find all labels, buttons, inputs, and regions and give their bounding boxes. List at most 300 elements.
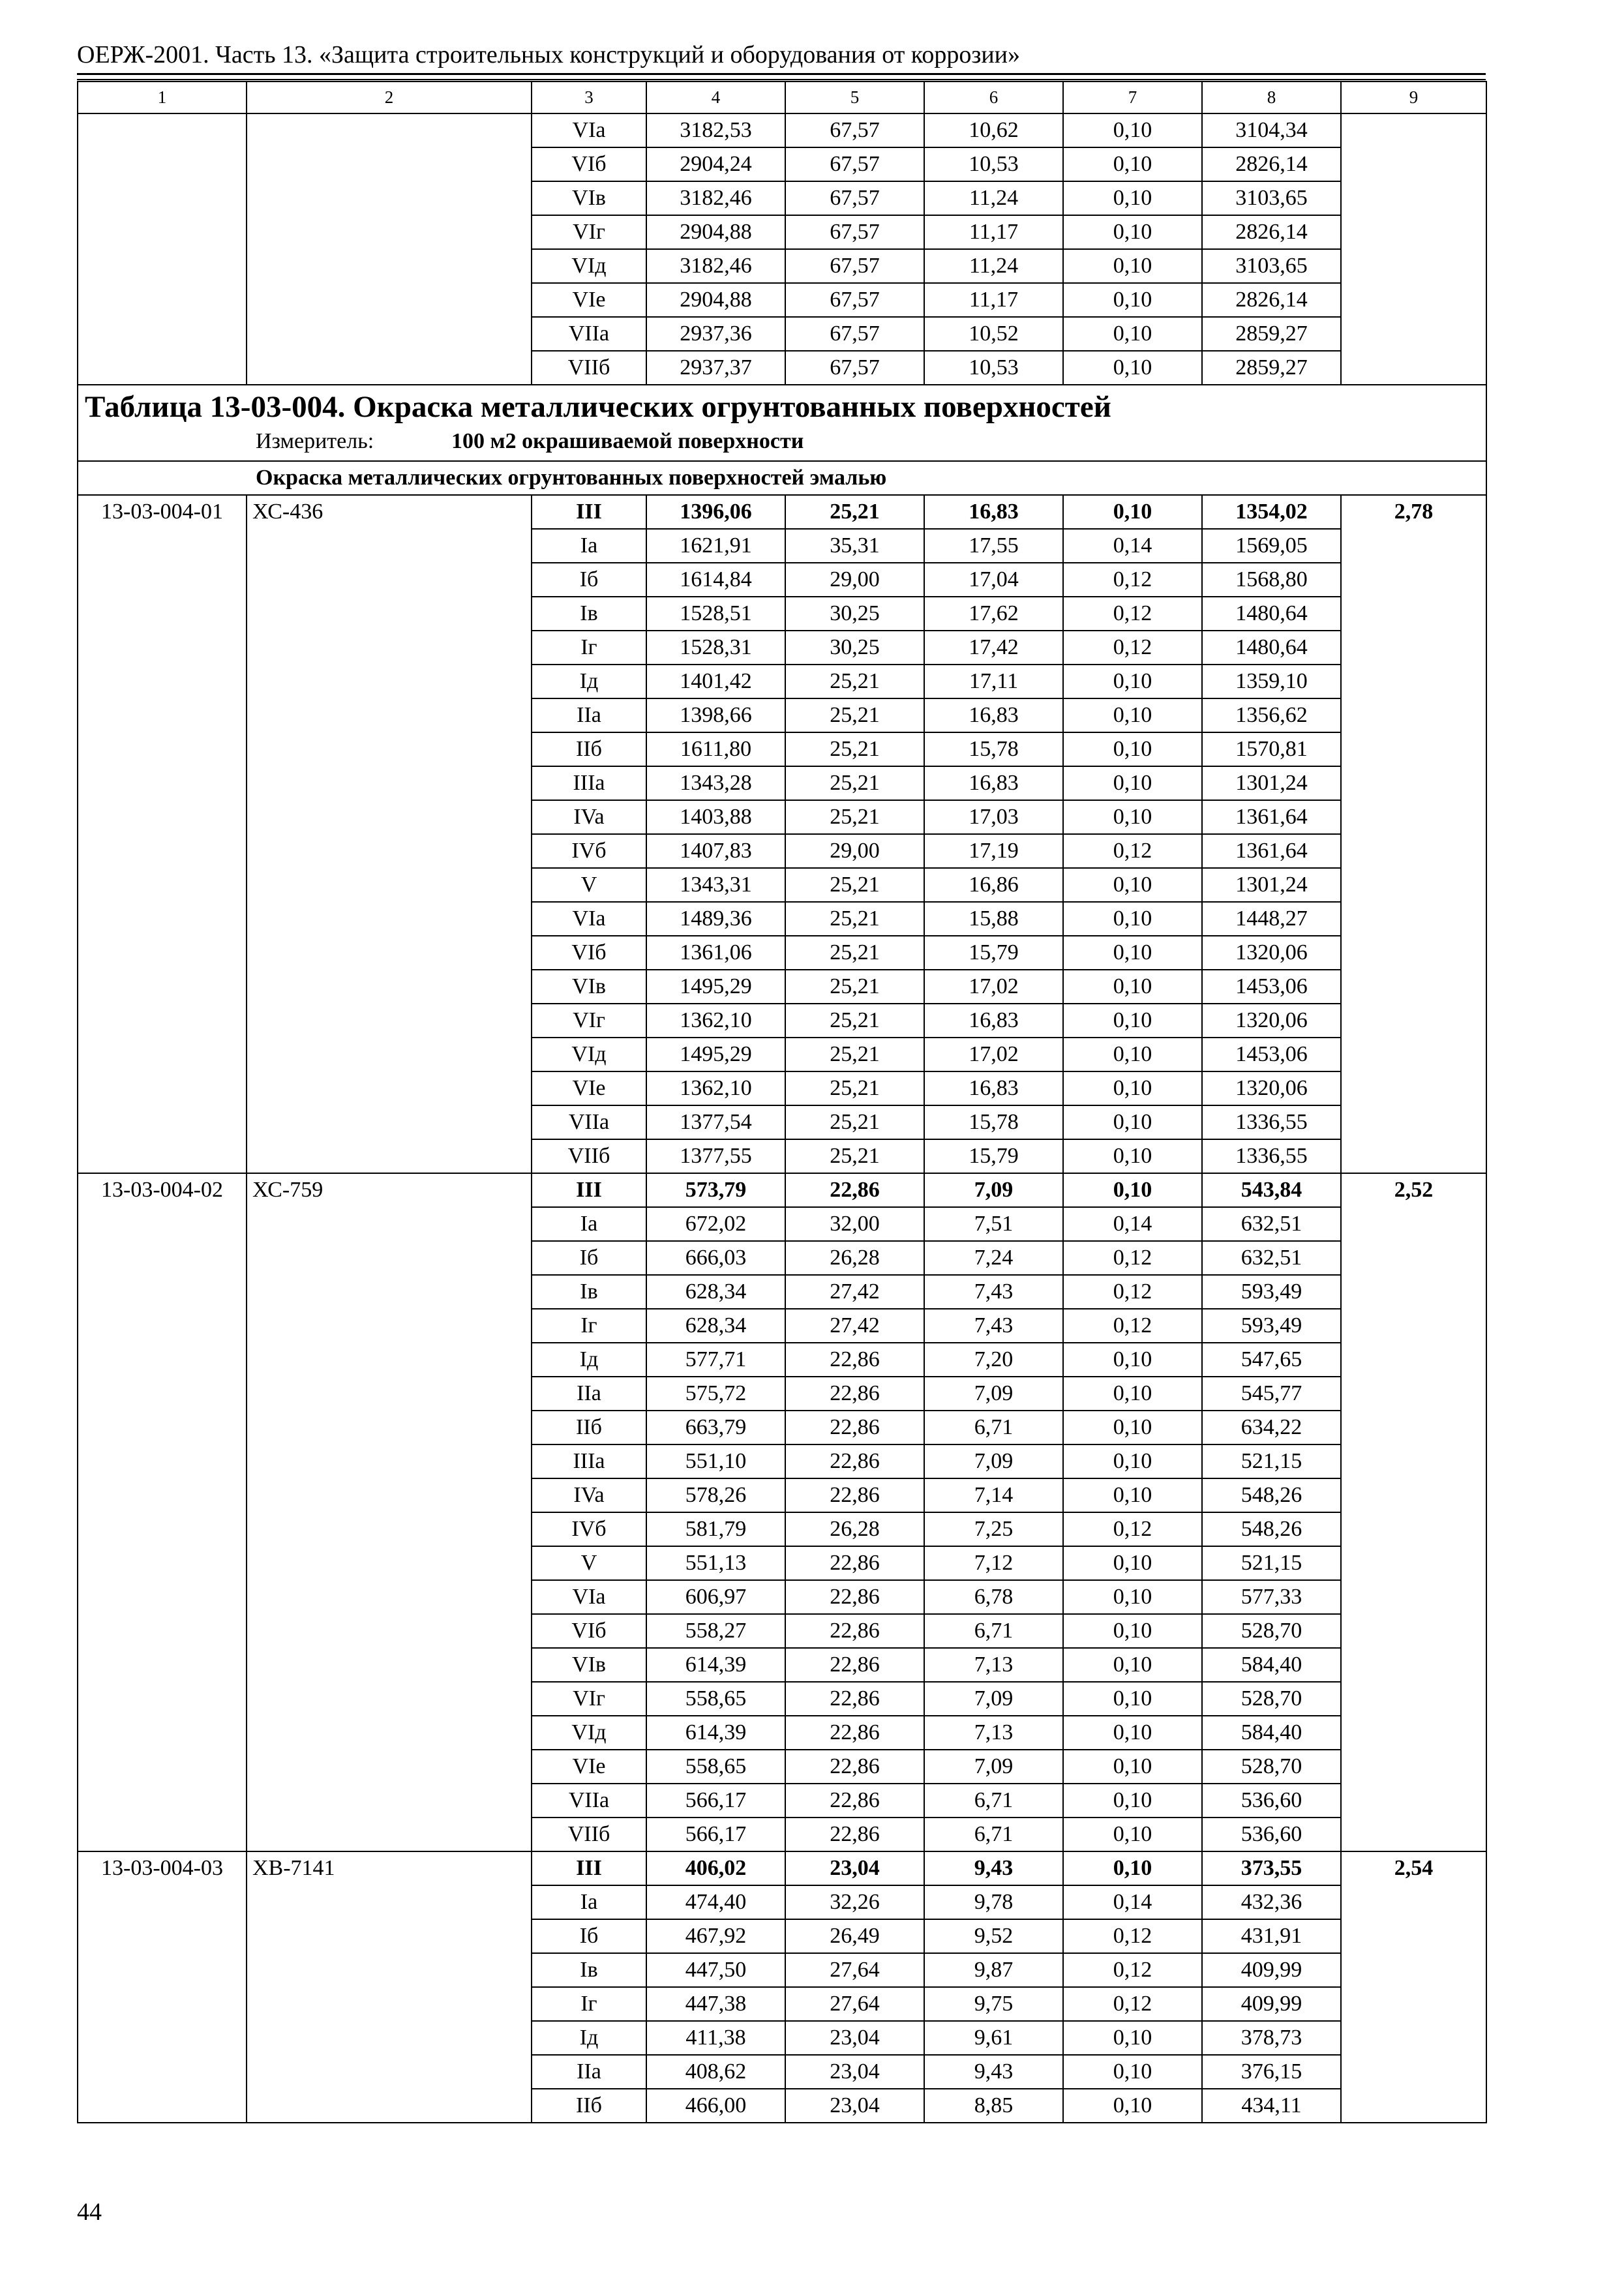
cell-value: 0,10	[1063, 1750, 1202, 1784]
cell-value: 0,12	[1063, 597, 1202, 631]
cell-value: 543,84	[1202, 1173, 1341, 1207]
cell-value: 0,10	[1063, 1478, 1202, 1512]
cell-class: VIб	[532, 147, 646, 181]
cell-class: V	[532, 868, 646, 902]
cell-value: 1361,64	[1202, 800, 1341, 834]
cell-class: VIг	[532, 1682, 646, 1716]
cell-value: 25,21	[785, 800, 924, 834]
cell-value: 1301,24	[1202, 868, 1341, 902]
cell-value: 30,25	[785, 597, 924, 631]
cell-value: 22,86	[785, 1546, 924, 1580]
cell-value: 7,25	[924, 1512, 1063, 1546]
cell-value: 0,10	[1063, 113, 1202, 147]
cell-value: 521,15	[1202, 1444, 1341, 1478]
cell-value: 474,40	[646, 1885, 785, 1919]
cell-value: 0,10	[1063, 1173, 1202, 1207]
cell-value: 0,10	[1063, 1444, 1202, 1478]
cell-value: 3182,53	[646, 113, 785, 147]
cell-value: 8,85	[924, 2089, 1063, 2123]
cell-value: 0,10	[1063, 1716, 1202, 1750]
cell-value: 1489,36	[646, 902, 785, 936]
cell-value: 22,86	[785, 1343, 924, 1377]
cell-value: 9,78	[924, 1885, 1063, 1919]
cell-value: 1621,91	[646, 529, 785, 563]
cell-value: 22,86	[785, 1648, 924, 1682]
cell-class: VIa	[532, 113, 646, 147]
cell-value: 67,57	[785, 113, 924, 147]
cell-value: 10,53	[924, 147, 1063, 181]
page-number: 44	[77, 2198, 102, 2226]
cell-value: 1359,10	[1202, 665, 1341, 698]
cell-value: 0,10	[1063, 249, 1202, 283]
cell-value: 432,36	[1202, 1885, 1341, 1919]
cell-value: 593,49	[1202, 1309, 1341, 1343]
cell-value: 0,10	[1063, 868, 1202, 902]
cell-value: 558,65	[646, 1682, 785, 1716]
cell-value: 566,17	[646, 1818, 785, 1851]
cell-value: 0,12	[1063, 1953, 1202, 1987]
cell-value: 447,38	[646, 1987, 785, 2021]
cell-value: 67,57	[785, 249, 924, 283]
cell-value: 25,21	[785, 665, 924, 698]
cell-value: 536,60	[1202, 1818, 1341, 1851]
column-number: 2	[247, 82, 532, 113]
cell-value: 0,10	[1063, 1343, 1202, 1377]
cell-value: 548,26	[1202, 1512, 1341, 1546]
cell-value: 0,10	[1063, 766, 1202, 800]
cell-value: 22,86	[785, 1716, 924, 1750]
cell-value: 0,12	[1063, 1309, 1202, 1343]
cell-value: 22,86	[785, 1750, 924, 1784]
cell-value: 25,21	[785, 495, 924, 529]
cell-value: 0,10	[1063, 1411, 1202, 1444]
cell-value: 551,10	[646, 1444, 785, 1478]
cell-class: IIIa	[532, 1444, 646, 1478]
page-header: ОЕРЖ-2001. Часть 13. «Защита строительных конструкций и оборудования от коррозии»	[77, 41, 1021, 68]
cell-value: 16,83	[924, 698, 1063, 732]
unit-label: Измеритель:	[256, 429, 374, 453]
cell-value: 1403,88	[646, 800, 785, 834]
cell-material: ХС-436	[247, 495, 532, 1173]
cell-value: 15,78	[924, 1105, 1063, 1139]
cell-value: 1343,31	[646, 868, 785, 902]
cell-value: 663,79	[646, 1411, 785, 1444]
cell-class: VIг	[532, 1004, 646, 1038]
cell-class: VIe	[532, 1071, 646, 1105]
cell-value: 22,86	[785, 1818, 924, 1851]
cell-value: 27,64	[785, 1953, 924, 1987]
cell-value: 1320,06	[1202, 936, 1341, 970]
cell-code: 13-03-004-01	[78, 495, 247, 1173]
cell-value: 0,10	[1063, 1851, 1202, 1885]
column-number: 6	[924, 82, 1063, 113]
cell-class: IIa	[532, 698, 646, 732]
table-row	[78, 1173, 1486, 1207]
cell-value: 0,10	[1063, 732, 1202, 766]
cell-value: 1320,06	[1202, 1004, 1341, 1038]
rates-table	[77, 81, 1487, 2123]
unit-line	[85, 430, 1479, 453]
cell-class: Iг	[532, 1309, 646, 1343]
cell-class: IVб	[532, 1512, 646, 1546]
cell-value: 2826,14	[1202, 215, 1341, 249]
cell-value: 3182,46	[646, 249, 785, 283]
cell-value: 1528,51	[646, 597, 785, 631]
column-number: 3	[532, 82, 646, 113]
cell-value: 9,52	[924, 1919, 1063, 1953]
cell-value: 0,10	[1063, 147, 1202, 181]
cell-value: 7,51	[924, 1207, 1063, 1241]
cell-value: 2859,27	[1202, 351, 1341, 385]
cell-value: 7,14	[924, 1478, 1063, 1512]
cell-value: 1495,29	[646, 1038, 785, 1071]
cell-value: 25,21	[785, 766, 924, 800]
cell-class: VIб	[532, 1614, 646, 1648]
cell-value: 1336,55	[1202, 1105, 1341, 1139]
cell-class: VIa	[532, 902, 646, 936]
cell-value: 373,55	[1202, 1851, 1341, 1885]
cell-value: 16,83	[924, 1071, 1063, 1105]
cell-value: 1407,83	[646, 834, 785, 868]
cell-value: 0,10	[1063, 2021, 1202, 2055]
cell-value: 376,15	[1202, 2055, 1341, 2089]
cell-class: VIIa	[532, 317, 646, 351]
cell-value: 0,10	[1063, 1377, 1202, 1411]
cell-koef: 2,78	[1341, 495, 1486, 1173]
cell-value: 0,12	[1063, 563, 1202, 597]
cell-value: 0,12	[1063, 1512, 1202, 1546]
cell-class: Ia	[532, 529, 646, 563]
cell-value: 1401,42	[646, 665, 785, 698]
cell-class: VIe	[532, 1750, 646, 1784]
cell-value: 22,86	[785, 1614, 924, 1648]
cell-code: 13-03-004-03	[78, 1851, 247, 2123]
cell-class: Iв	[532, 597, 646, 631]
cell-value: 547,65	[1202, 1343, 1341, 1377]
table-row	[78, 1851, 1486, 1885]
cell-value: 1495,29	[646, 970, 785, 1004]
cell-value: 0,10	[1063, 1004, 1202, 1038]
cell-value: 17,11	[924, 665, 1063, 698]
cell-value: 558,27	[646, 1614, 785, 1648]
cell-value: 2859,27	[1202, 317, 1341, 351]
cell-class: VIIб	[532, 351, 646, 385]
cell-material-empty	[247, 113, 532, 385]
cell-value: 1396,06	[646, 495, 785, 529]
cell-value: 22,86	[785, 1580, 924, 1614]
cell-value: 566,17	[646, 1784, 785, 1818]
cell-value: 1320,06	[1202, 1071, 1341, 1105]
cell-value: 26,28	[785, 1512, 924, 1546]
cell-value: 16,83	[924, 1004, 1063, 1038]
column-number: 1	[78, 82, 247, 113]
cell-value: 467,92	[646, 1919, 785, 1953]
cell-value: 25,21	[785, 1105, 924, 1139]
cell-class: IVб	[532, 834, 646, 868]
cell-value: 614,39	[646, 1648, 785, 1682]
table-row	[78, 495, 1486, 529]
cell-value: 17,03	[924, 800, 1063, 834]
cell-value: 466,00	[646, 2089, 785, 2123]
cell-class: Iд	[532, 665, 646, 698]
cell-class: VIб	[532, 936, 646, 970]
cell-value: 22,86	[785, 1444, 924, 1478]
cell-code-empty	[78, 113, 247, 385]
cell-value: 0,10	[1063, 1784, 1202, 1818]
cell-value: 0,10	[1063, 283, 1202, 317]
unit-value: 100 м2 окрашиваемой поверхности	[451, 429, 804, 453]
cell-value: 67,57	[785, 147, 924, 181]
cell-value: 17,19	[924, 834, 1063, 868]
column-number-row	[78, 82, 1486, 113]
section-title: Окраска металлических огрунтованных поверхностей эмалью	[78, 461, 1486, 495]
cell-value: 7,09	[924, 1750, 1063, 1784]
cell-value: 7,20	[924, 1343, 1063, 1377]
cell-value: 528,70	[1202, 1614, 1341, 1648]
cell-value: 1377,55	[646, 1139, 785, 1173]
cell-value: 0,10	[1063, 1580, 1202, 1614]
cell-code: 13-03-004-02	[78, 1173, 247, 1851]
cell-class: VIд	[532, 1716, 646, 1750]
cell-value: 32,00	[785, 1207, 924, 1241]
cell-value: 0,10	[1063, 2055, 1202, 2089]
cell-value: 0,10	[1063, 1546, 1202, 1580]
cell-value: 9,87	[924, 1953, 1063, 1987]
cell-value: 25,21	[785, 698, 924, 732]
cell-class: Iг	[532, 631, 646, 665]
cell-value: 0,10	[1063, 1648, 1202, 1682]
cell-value: 1301,24	[1202, 766, 1341, 800]
column-number: 7	[1063, 82, 1202, 113]
cell-value: 7,09	[924, 1444, 1063, 1478]
cell-value: 628,34	[646, 1309, 785, 1343]
cell-value: 409,99	[1202, 1953, 1341, 1987]
cell-class: Iг	[532, 1987, 646, 2021]
cell-value: 0,10	[1063, 902, 1202, 936]
cell-value: 581,79	[646, 1512, 785, 1546]
cell-value: 67,57	[785, 317, 924, 351]
cell-value: 17,62	[924, 597, 1063, 631]
cell-koef-empty	[1341, 113, 1486, 385]
cell-value: 378,73	[1202, 2021, 1341, 2055]
cell-value: 22,86	[785, 1784, 924, 1818]
cell-koef: 2,52	[1341, 1173, 1486, 1851]
cell-value: 27,64	[785, 1987, 924, 2021]
cell-value: 17,02	[924, 1038, 1063, 1071]
cell-value: 30,25	[785, 631, 924, 665]
cell-value: 7,13	[924, 1716, 1063, 1750]
cell-value: 9,43	[924, 2055, 1063, 2089]
cell-value: 16,83	[924, 766, 1063, 800]
cell-value: 25,21	[785, 1038, 924, 1071]
cell-class: IIIa	[532, 766, 646, 800]
cell-value: 2904,24	[646, 147, 785, 181]
cell-value: 25,21	[785, 936, 924, 970]
cell-value: 1614,84	[646, 563, 785, 597]
cell-value: 0,10	[1063, 1818, 1202, 1851]
cell-value: 536,60	[1202, 1784, 1341, 1818]
cell-value: 0,10	[1063, 1105, 1202, 1139]
cell-class: V	[532, 1546, 646, 1580]
cell-class: IIб	[532, 2089, 646, 2123]
table-body	[78, 82, 1486, 2123]
cell-value: 26,28	[785, 1241, 924, 1275]
cell-value: 67,57	[785, 351, 924, 385]
cell-value: 2826,14	[1202, 283, 1341, 317]
cell-class: VIIб	[532, 1818, 646, 1851]
cell-class: Ia	[532, 1207, 646, 1241]
cell-value: 0,12	[1063, 1241, 1202, 1275]
table-row	[78, 113, 1486, 147]
cell-value: 67,57	[785, 215, 924, 249]
cell-value: 628,34	[646, 1275, 785, 1309]
cell-value: 1362,10	[646, 1071, 785, 1105]
cell-value: 0,10	[1063, 495, 1202, 529]
cell-value: 528,70	[1202, 1750, 1341, 1784]
cell-value: 1453,06	[1202, 1038, 1341, 1071]
cell-value: 0,14	[1063, 529, 1202, 563]
column-number: 8	[1202, 82, 1341, 113]
cell-value: 9,75	[924, 1987, 1063, 2021]
cell-value: 3182,46	[646, 181, 785, 215]
cell-class: IVa	[532, 1478, 646, 1512]
cell-value: 25,21	[785, 1139, 924, 1173]
cell-value: 577,71	[646, 1343, 785, 1377]
cell-class: VIг	[532, 215, 646, 249]
cell-class: Iд	[532, 1343, 646, 1377]
cell-value: 666,03	[646, 1241, 785, 1275]
cell-value: 7,13	[924, 1648, 1063, 1682]
cell-value: 25,21	[785, 732, 924, 766]
cell-value: 1336,55	[1202, 1139, 1341, 1173]
cell-value: 17,55	[924, 529, 1063, 563]
cell-value: 22,86	[785, 1411, 924, 1444]
cell-value: 1569,05	[1202, 529, 1341, 563]
cell-class: III	[532, 1173, 646, 1207]
cell-value: 6,78	[924, 1580, 1063, 1614]
cell-value: 0,10	[1063, 970, 1202, 1004]
cell-value: 11,17	[924, 215, 1063, 249]
cell-value: 7,09	[924, 1377, 1063, 1411]
table-title-row	[78, 385, 1486, 461]
cell-class: IIa	[532, 1377, 646, 1411]
cell-value: 22,86	[785, 1377, 924, 1411]
cell-value: 558,65	[646, 1750, 785, 1784]
cell-value: 1354,02	[1202, 495, 1341, 529]
cell-value: 0,14	[1063, 1207, 1202, 1241]
cell-value: 23,04	[785, 2021, 924, 2055]
cell-value: 614,39	[646, 1716, 785, 1750]
cell-value: 25,21	[785, 868, 924, 902]
cell-class: VIIa	[532, 1105, 646, 1139]
cell-class: VIв	[532, 181, 646, 215]
cell-class: VIв	[532, 1648, 646, 1682]
cell-value: 3103,65	[1202, 181, 1341, 215]
cell-value: 1343,28	[646, 766, 785, 800]
cell-class: IIб	[532, 1411, 646, 1444]
cell-value: 16,83	[924, 495, 1063, 529]
cell-value: 7,09	[924, 1173, 1063, 1207]
cell-value: 409,99	[1202, 1987, 1341, 2021]
cell-class: Iд	[532, 2021, 646, 2055]
cell-value: 0,10	[1063, 1038, 1202, 1071]
cell-value: 411,38	[646, 2021, 785, 2055]
cell-value: 632,51	[1202, 1241, 1341, 1275]
cell-value: 1453,06	[1202, 970, 1341, 1004]
cell-value: 408,62	[646, 2055, 785, 2089]
cell-value: 25,21	[785, 970, 924, 1004]
cell-value: 23,04	[785, 1851, 924, 1885]
cell-value: 434,11	[1202, 2089, 1341, 2123]
cell-value: 7,43	[924, 1309, 1063, 1343]
cell-value: 15,79	[924, 1139, 1063, 1173]
cell-value: 577,33	[1202, 1580, 1341, 1614]
cell-value: 1361,64	[1202, 834, 1341, 868]
cell-class: VIд	[532, 1038, 646, 1071]
cell-value: 23,04	[785, 2089, 924, 2123]
cell-value: 10,53	[924, 351, 1063, 385]
cell-value: 17,04	[924, 563, 1063, 597]
cell-value: 29,00	[785, 563, 924, 597]
cell-value: 545,77	[1202, 1377, 1341, 1411]
cell-value: 1377,54	[646, 1105, 785, 1139]
cell-value: 9,43	[924, 1851, 1063, 1885]
cell-value: 521,15	[1202, 1546, 1341, 1580]
cell-value: 0,10	[1063, 665, 1202, 698]
cell-material: ХВ-7141	[247, 1851, 532, 2123]
cell-value: 0,10	[1063, 2089, 1202, 2123]
cell-value: 0,10	[1063, 1682, 1202, 1716]
column-number: 5	[785, 82, 924, 113]
cell-class: VIe	[532, 283, 646, 317]
cell-value: 548,26	[1202, 1478, 1341, 1512]
cell-value: 584,40	[1202, 1648, 1341, 1682]
cell-value: 1361,06	[646, 936, 785, 970]
cell-value: 29,00	[785, 834, 924, 868]
cell-value: 32,26	[785, 1885, 924, 1919]
cell-value: 578,26	[646, 1478, 785, 1512]
cell-value: 17,02	[924, 970, 1063, 1004]
header-rule	[77, 79, 1486, 80]
cell-value: 7,12	[924, 1546, 1063, 1580]
cell-class: III	[532, 495, 646, 529]
cell-value: 593,49	[1202, 1275, 1341, 1309]
cell-value: 1480,64	[1202, 631, 1341, 665]
cell-value: 2904,88	[646, 283, 785, 317]
cell-value: 0,10	[1063, 698, 1202, 732]
cell-value: 2904,88	[646, 215, 785, 249]
cell-value: 0,10	[1063, 1071, 1202, 1105]
cell-value: 0,10	[1063, 317, 1202, 351]
cell-class: VIa	[532, 1580, 646, 1614]
cell-value: 16,86	[924, 868, 1063, 902]
cell-value: 22,86	[785, 1478, 924, 1512]
cell-value: 23,04	[785, 2055, 924, 2089]
cell-value: 9,61	[924, 2021, 1063, 2055]
cell-class: IVa	[532, 800, 646, 834]
table-title-cell	[78, 385, 1486, 461]
cell-value: 0,12	[1063, 834, 1202, 868]
cell-value: 672,02	[646, 1207, 785, 1241]
cell-value: 1480,64	[1202, 597, 1341, 631]
cell-value: 0,12	[1063, 1919, 1202, 1953]
cell-material: ХС-759	[247, 1173, 532, 1851]
cell-value: 6,71	[924, 1411, 1063, 1444]
cell-value: 0,10	[1063, 351, 1202, 385]
cell-value: 11,24	[924, 249, 1063, 283]
cell-value: 1398,66	[646, 698, 785, 732]
cell-value: 10,52	[924, 317, 1063, 351]
